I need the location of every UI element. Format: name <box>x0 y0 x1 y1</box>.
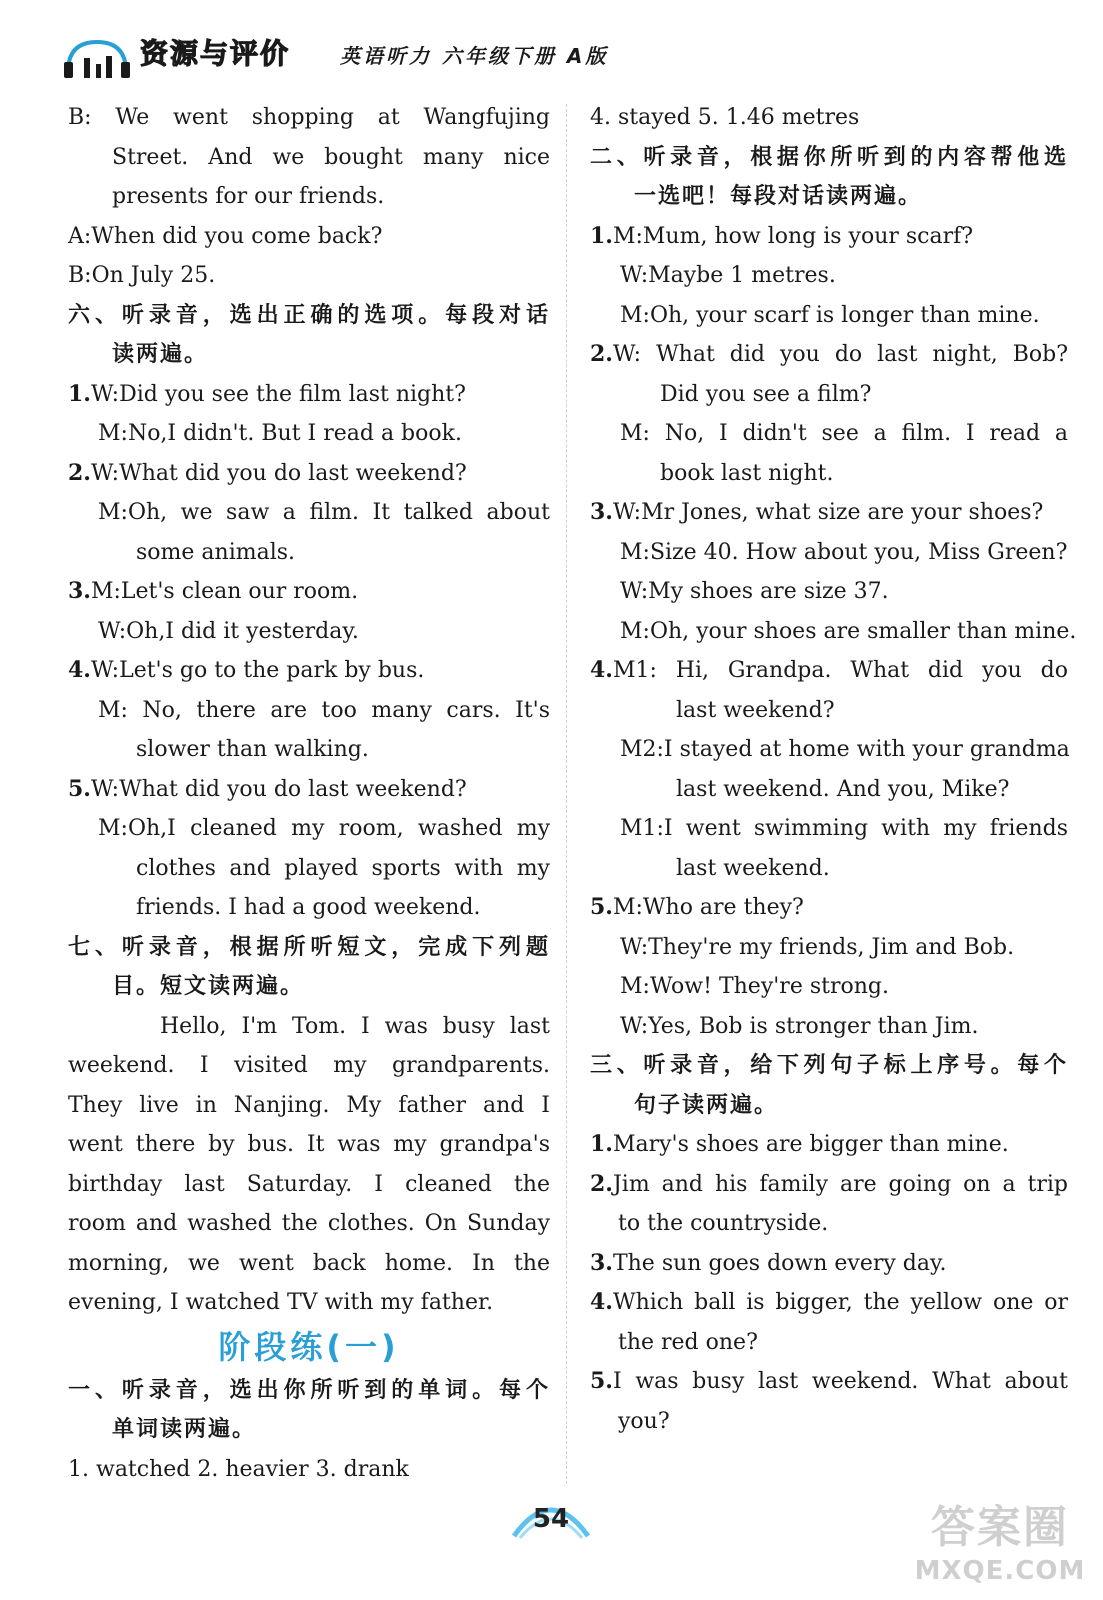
text-line: last weekend? <box>676 697 835 723</box>
item-number: 2. <box>68 459 91 486</box>
text-line <box>590 217 1068 257</box>
section-heading: 一选吧！每段对话读两遍。 <box>634 184 923 209</box>
right-column <box>590 98 1077 1441</box>
text-line: M:Wow! They're strong. <box>620 974 889 999</box>
item-text: W:Mr Jones, what size are your shoes? <box>612 500 1044 525</box>
text-line: 1. watched 2. heavier 3. drank <box>68 1456 409 1482</box>
text-line: M: No, I didn't see a film. I read a <box>620 421 1068 446</box>
text-line: weekend. I visited my grandparents. <box>68 1053 550 1078</box>
text-line: M:Oh,I cleaned my room, washed my <box>98 816 550 841</box>
text-line: M1:I went swimming with my friends <box>620 816 1068 841</box>
text-line: M:Oh, your shoes are smaller than mine. <box>620 618 1077 644</box>
item-number: 4. <box>68 657 91 683</box>
text-line: room and washed the clothes. On Sunday <box>68 1211 550 1236</box>
text-line: went there by bus. It was my grandpa's <box>68 1132 550 1157</box>
item-text: I was busy last weekend. What about <box>612 1369 1068 1394</box>
text-line: last weekend. <box>676 855 830 881</box>
brand-title: 资源与评价 <box>140 37 291 70</box>
page-number: 54 <box>532 1504 570 1534</box>
item-number: 1. <box>68 380 91 407</box>
item-number: 2. <box>590 341 613 367</box>
item-text: W:What did you do last weekend? <box>90 776 467 802</box>
section-heading: 七、听录音，根据所听短文，完成下列题 <box>68 934 550 960</box>
text-line <box>590 335 1068 375</box>
text-line: W:They're my friends, Jim and Bob. <box>620 934 1015 960</box>
text-line <box>590 1283 1068 1323</box>
text-line: They live in Nanjing. My father and I <box>68 1092 550 1118</box>
text-line <box>68 651 550 691</box>
text-line: W:Maybe 1 metres. <box>620 263 836 288</box>
item-text: M1: Hi, Grandpa. What did you do <box>612 658 1068 683</box>
item-number: 3. <box>590 499 613 525</box>
text-line: Hello, I'm Tom. I was busy last <box>160 1013 550 1039</box>
item-text: W:What did you do last weekend? <box>90 460 467 486</box>
text-line <box>590 1125 1068 1165</box>
item-number: 1. <box>590 222 613 249</box>
item-text: M:Let's clean our room. <box>90 579 359 604</box>
text-line <box>68 770 550 810</box>
section-heading: 目。短文读两遍。 <box>112 974 305 999</box>
item-text: W:Let's go to the park by bus. <box>90 658 425 683</box>
text-line: W:Oh,I did it yesterday. <box>98 618 359 644</box>
text-line: last weekend. And you, Mike? <box>676 776 1010 802</box>
headphones-icon <box>62 38 132 80</box>
text-line <box>590 1362 1068 1402</box>
text-line <box>68 375 550 415</box>
item-number: 5. <box>590 894 613 920</box>
item-number: 4. <box>590 657 613 683</box>
text-line: Street. And we bought many nice <box>112 144 550 170</box>
text-line: A:When did you come back? <box>68 223 383 249</box>
text-line: birthday last Saturday. I cleaned the <box>68 1171 550 1197</box>
page-header <box>62 32 712 82</box>
watermark-url: MXQE.COM <box>914 1556 1086 1586</box>
book-series: 英语听力 六年级下册 A版 <box>340 44 609 68</box>
text-line: friends. I had a good weekend. <box>136 895 481 920</box>
column-divider <box>566 104 567 1484</box>
watermark-logo-text: 答案圈 <box>931 1502 1069 1553</box>
text-line: 4. stayed 5. 1.46 metres <box>590 105 860 130</box>
text-line: M:No,I didn't. But I read a book. <box>98 421 462 446</box>
text-line <box>590 888 1068 928</box>
text-line <box>590 1244 1068 1284</box>
stage-title: 阶段练(一) <box>218 1327 400 1366</box>
item-text: M:Mum, how long is your scarf? <box>612 223 974 249</box>
item-number: 3. <box>68 578 91 604</box>
text-line: book last night. <box>660 460 834 486</box>
text-line: B: We went shopping at Wangfujing <box>68 105 550 130</box>
section-heading: 三、听录音，给下列句子标上序号。每个 <box>590 1053 1068 1078</box>
item-text: M:Who are they? <box>612 895 804 920</box>
text-line: M:Oh, we saw a film. It talked about <box>98 500 550 525</box>
item-number: 5. <box>590 1368 613 1394</box>
text-line: M2:I stayed at home with your grandma <box>620 737 1070 762</box>
text-line: morning, we went back home. In the <box>68 1250 550 1276</box>
watermark <box>910 1500 1090 1596</box>
text-line: M:Size 40. How about you, Miss Green? <box>620 539 1068 565</box>
item-number: 5. <box>68 775 91 802</box>
text-line: presents for our friends. <box>112 184 385 209</box>
text-line: clothes and played sports with my <box>136 855 550 881</box>
text-line: M:Oh, your scarf is longer than mine. <box>620 302 1040 328</box>
text-line: to the countryside. <box>618 1211 829 1236</box>
item-text: W:Did you see the film last night? <box>90 381 466 407</box>
text-line: W:Yes, Bob is stronger than Jim. <box>620 1013 979 1039</box>
text-line: M: No, there are too many cars. It's <box>98 697 550 723</box>
page-number-badge <box>510 1490 592 1546</box>
section-heading: 六、听录音，选出正确的选项。每段对话 <box>68 302 550 328</box>
item-number: 4. <box>590 1289 613 1315</box>
section-heading: 读两遍。 <box>112 342 209 367</box>
text-line <box>590 493 1068 533</box>
text-line: you? <box>618 1408 670 1434</box>
text-line <box>590 1165 1068 1205</box>
section-heading: 一、听录音，选出你所听到的单词。每个 <box>68 1377 550 1403</box>
text-line <box>68 454 550 494</box>
item-number: 1. <box>590 1131 613 1157</box>
section-heading: 单词读两遍。 <box>112 1417 257 1442</box>
item-text: W: What did you do last night, Bob? <box>612 342 1068 367</box>
text-line <box>590 651 1068 691</box>
section-heading: 二、听录音，根据你所听到的内容帮他选 <box>590 144 1068 170</box>
item-text: Jim and his family are going on a trip <box>612 1171 1068 1197</box>
text-line: slower than walking. <box>136 737 369 762</box>
item-number: 2. <box>590 1170 613 1197</box>
item-text: Which ball is bigger, the yellow one or <box>612 1290 1068 1315</box>
text-line: W:My shoes are size 37. <box>620 579 889 604</box>
text-line: Did you see a film? <box>660 381 872 407</box>
text-line: the red one? <box>618 1329 758 1355</box>
item-number: 3. <box>590 1249 613 1276</box>
left-column <box>68 98 550 1489</box>
text-line: some animals. <box>136 539 296 565</box>
text-line: evening, I watched TV with my father. <box>68 1290 494 1315</box>
item-text: The sun goes down every day. <box>612 1250 947 1276</box>
text-line: B:On July 25. <box>68 263 216 288</box>
section-heading: 句子读两遍。 <box>634 1092 779 1118</box>
text-line <box>68 572 550 612</box>
item-text: Mary's shoes are bigger than mine. <box>612 1132 1009 1157</box>
